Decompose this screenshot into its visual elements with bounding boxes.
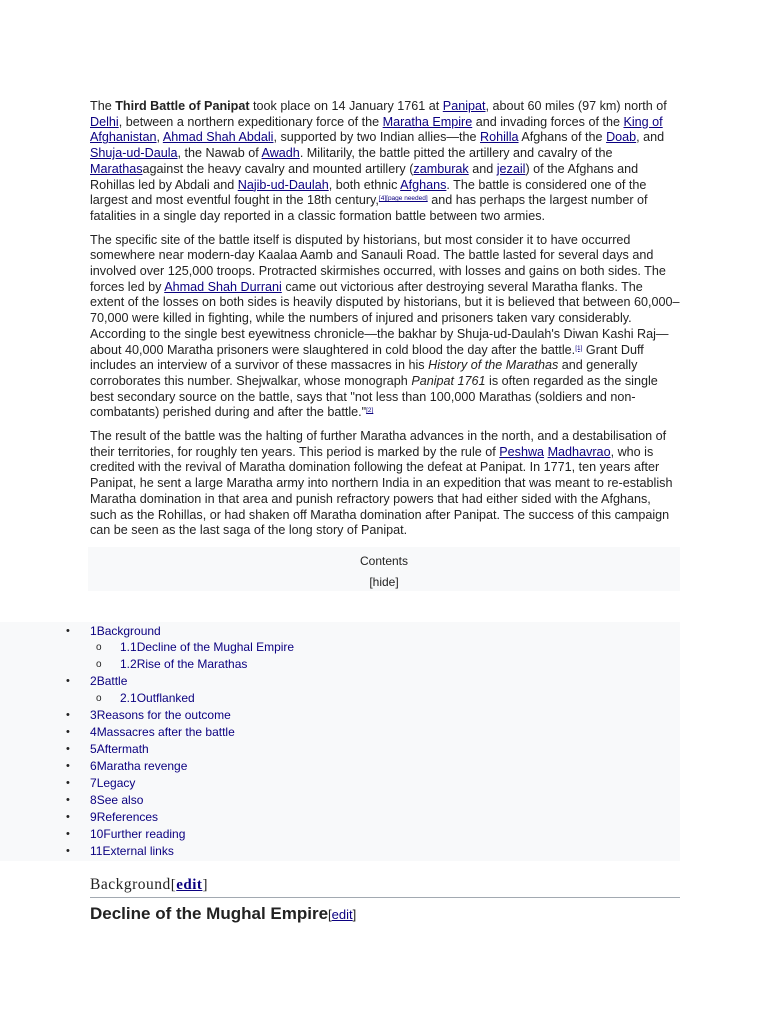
bullet: • — [66, 675, 70, 687]
bullet: • — [66, 709, 70, 721]
citation-link[interactable]: [2] — [366, 407, 374, 415]
toc-label: Legacy — [96, 776, 136, 790]
edit-link[interactable]: edit — [331, 907, 353, 922]
text: took place on 14 January 1761 at — [249, 99, 443, 113]
toc-number: 5 — [90, 742, 97, 756]
toc-number: 6 — [90, 759, 97, 773]
toc-label: Outflanked — [136, 691, 195, 705]
book-title: Panipat 1761 — [411, 373, 486, 388]
link-zamburak[interactable]: zamburak — [413, 161, 469, 176]
text: , and — [636, 130, 665, 145]
toc-label: Maratha revenge — [96, 759, 188, 773]
toc-header — [88, 547, 680, 591]
toc-number: 11 — [90, 844, 103, 858]
text: and generally corroborates this number. Shejwalkar, whose monograph — [90, 358, 638, 388]
toc-label: Background — [96, 624, 161, 638]
toc-label: Battle — [96, 674, 128, 688]
text: The — [90, 99, 116, 113]
sub-bullet: o — [96, 693, 102, 704]
bullet: • — [66, 726, 70, 738]
toc-number: 8 — [90, 793, 97, 807]
toc-list — [0, 622, 680, 861]
sub-bullet: o — [96, 659, 102, 670]
article-body — [90, 99, 680, 591]
text: and — [468, 161, 497, 176]
text: The specific site of the battle itself is disputed by historians, but most consider it to have occurred somewhere near modern-day Kaalaa Aamb and Sanauli Road. The battle lasted for several days and involved over 125,000 troops. Protracted skirmishes occurred, with losses and gains on both sides. The forces led by — [90, 232, 666, 294]
toc-label: References — [96, 810, 159, 824]
link-peshwa[interactable]: Peshwa — [499, 444, 545, 459]
sub-bullet: o — [96, 642, 102, 653]
toc-label: Reasons for the outcome — [96, 708, 231, 722]
text: , supported by two Indian allies—the — [273, 130, 481, 145]
citation-link[interactable]: [4][page needed] — [378, 195, 428, 203]
edit-section — [171, 877, 208, 893]
bracket: [ — [328, 907, 332, 922]
text: against the heavy cavalry and mounted artillery ( — [142, 161, 414, 176]
link-awadh[interactable]: Awadh — [261, 146, 300, 161]
toc-label: Further reading — [103, 827, 186, 841]
text: The result of the battle was the halting of further Maratha advances in the north, and a destabilisation of their territories, for roughly ten years. This period is marked by the rule of — [90, 429, 667, 459]
toc-label: Massacres after the battle — [96, 725, 235, 739]
link-ahmad-shah-abdali[interactable]: Ahmad Shah Abdali — [162, 130, 274, 145]
text: , who is credited with the revival of Maratha domination following the defeat at Panipat. In 1771, ten years after Panipat, he sent a large Maratha army into northern India in an expedition that was meant to re-establish Maratha domination in that area and punish refractory powers that had either sided with the Afghans, such as the Rohillas, or had shaken off Maratha domination after Panipat. The success of this campaign can be seen as the last saga of the long story of Panipat. — [90, 444, 673, 538]
bullet: • — [66, 794, 70, 806]
book-title: History of the Marathas — [428, 358, 559, 373]
toc-title: Contents — [359, 553, 409, 568]
article-subject: Third Battle of Panipat — [115, 99, 250, 113]
toc-number: 1 — [90, 624, 97, 638]
section-heading-background — [90, 874, 680, 898]
text: . Militarily, the battle pitted the artillery and cavalry of the — [299, 146, 613, 161]
toc-hide-toggle[interactable]: [hide] — [369, 574, 399, 589]
toc-label: Decline of the Mughal Empire — [136, 640, 295, 654]
link-jezail[interactable]: jezail — [496, 161, 526, 176]
link-ahmad-shah-durrani[interactable]: Ahmad Shah Durrani — [164, 279, 282, 294]
text: , — [156, 130, 163, 145]
link-madhavrao[interactable]: Madhavrao — [547, 444, 611, 459]
link-king-of-afghanistan[interactable]: King of Afghanistan — [90, 114, 663, 145]
link-rohilla[interactable]: Rohilla — [480, 130, 519, 145]
text: . The battle is considered one of the largest and most eventful fought in the 18th century, — [90, 177, 647, 208]
bullet: • — [66, 625, 70, 637]
toc-number: 2 — [90, 674, 97, 688]
citation-link[interactable]: [1] — [575, 344, 583, 352]
intro-paragraph-3 — [90, 429, 680, 539]
bullet: • — [66, 743, 70, 755]
bullet: • — [66, 845, 70, 857]
section-title: Decline of the Mughal Empire — [90, 904, 329, 923]
text: ) of the Afghans and Rohillas led by Abdali and — [90, 161, 639, 192]
toc-label: Rise of the Marathas — [136, 657, 248, 671]
bracket: ] — [202, 877, 208, 893]
text: , about 60 miles (97 km) north of — [485, 99, 667, 113]
link-shuja-ud-daula[interactable]: Shuja-ud-Daula — [90, 146, 178, 161]
toc-number: 1.1 — [120, 640, 137, 654]
intro-paragraph-1 — [90, 99, 680, 225]
toc-number: 10 — [90, 827, 104, 841]
section-heading-decline-of-the-mughal-empire — [90, 902, 356, 927]
toc-label: Aftermath — [96, 742, 149, 756]
link-doab[interactable]: Doab — [606, 130, 637, 145]
link-najib-ud-daulah[interactable]: Najib-ud-Daulah — [237, 177, 329, 192]
link-marathas[interactable]: Marathas — [90, 161, 143, 176]
section-title: Background — [90, 876, 171, 893]
link-panipat[interactable]: Panipat — [442, 99, 486, 113]
text: , between a northern expeditionary force of the — [118, 114, 383, 129]
toc-label: See also — [96, 793, 144, 807]
bracket: ] — [352, 907, 357, 922]
bullet: • — [66, 777, 70, 789]
link-afghans[interactable]: Afghans — [400, 177, 447, 192]
text: , the Nawab of — [177, 146, 262, 161]
toc-number: 1.2 — [120, 657, 137, 671]
intro-paragraph-2 — [90, 233, 680, 421]
bullet: • — [66, 828, 70, 840]
toc-number: 9 — [90, 810, 97, 824]
edit-section — [328, 907, 356, 922]
citation — [366, 407, 373, 414]
link-maratha-empire[interactable]: Maratha Empire — [382, 114, 473, 129]
text: , both ethnic — [328, 177, 401, 192]
link-delhi[interactable]: Delhi — [90, 114, 119, 129]
bullet: • — [66, 811, 70, 823]
toc-number: 3 — [90, 708, 97, 722]
citation — [379, 195, 428, 202]
bullet: • — [66, 760, 70, 772]
toc-label: External links — [102, 844, 174, 858]
text: came out victorious after destroying several Maratha flanks. The extent of the losses on both sides is heavily disputed by historians, but it is believed that between 60,000–70,000 were killed in fighting, while the numbers of injured and prisoners taken vary considerably. According to the single best eyewitness chronicle—the bakhar by Shuja-ud-Daulah's Diwan Kashi Raj—about 40,000 Maratha prisoners were slaughtered in cold blood the day after the battle. — [90, 279, 680, 357]
text: Afghans of the — [518, 130, 607, 145]
text: is often regarded as the single best secondary source on the battle, says that "not less than 100,000 Marathas (soldiers and non-combatants) perished during and after the battle." — [90, 373, 658, 420]
toc-number: 4 — [90, 725, 97, 739]
bracket: [ — [170, 877, 177, 893]
text: and has perhaps the largest number of fatalities in a single day reported in a classic formation battle between two armies. — [90, 193, 648, 223]
edit-link[interactable]: edit — [176, 877, 203, 893]
text: and invading forces of the — [472, 114, 624, 129]
toc-number: 2.1 — [120, 691, 137, 705]
text: Grant Duff includes an interview of a survivor of these massacres in his — [90, 342, 644, 373]
toc-number: 7 — [90, 776, 97, 790]
